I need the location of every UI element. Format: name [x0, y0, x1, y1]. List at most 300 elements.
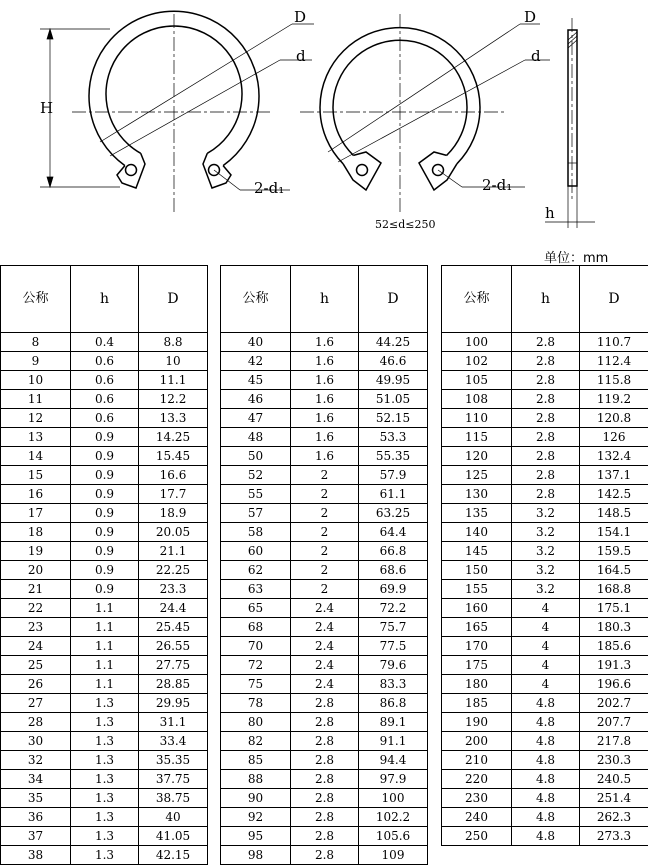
table-cell: 190	[442, 713, 512, 732]
table-cell: 2.4	[291, 637, 359, 656]
table-cell: 95	[221, 827, 291, 846]
retaining-ring-drawing	[0, 0, 648, 245]
column-header: h	[291, 266, 359, 333]
table-row	[221, 751, 428, 770]
table-cell: 27.75	[139, 656, 208, 675]
table-cell: 217.8	[580, 732, 648, 751]
table-cell: 262.3	[580, 808, 648, 827]
column-header: h	[71, 266, 139, 333]
table-row	[1, 599, 208, 618]
table-cell: 57.9	[359, 466, 428, 485]
table-cell: 3.2	[512, 523, 580, 542]
table-cell: 79.6	[359, 656, 428, 675]
table-cell: 68.6	[359, 561, 428, 580]
table-cell: 110	[442, 409, 512, 428]
table-row	[442, 371, 648, 390]
table-cell: 38.75	[139, 789, 208, 808]
table-row	[1, 580, 208, 599]
table-cell: 21	[1, 580, 71, 599]
table-cell: 29.95	[139, 694, 208, 713]
table-cell: 4.8	[512, 713, 580, 732]
table-row	[442, 713, 648, 732]
table-cell: 2.8	[512, 466, 580, 485]
table-row	[442, 637, 648, 656]
table-cell: 98	[221, 846, 291, 865]
column-header: D	[580, 266, 648, 333]
label-range: 52≤d≤250	[375, 218, 436, 231]
table-cell: 240.5	[580, 770, 648, 789]
table-row	[442, 390, 648, 409]
table-cell: 2.8	[291, 694, 359, 713]
table-cell: 2.8	[291, 846, 359, 865]
label-d-ring1: d	[296, 47, 306, 65]
table-cell: 4.8	[512, 827, 580, 846]
table-cell: 191.3	[580, 656, 648, 675]
table-row	[1, 827, 208, 846]
table-cell: 159.5	[580, 542, 648, 561]
table-cell: 2.8	[291, 732, 359, 751]
table-cell: 20.05	[139, 523, 208, 542]
table-row	[442, 599, 648, 618]
table-cell: 19	[1, 542, 71, 561]
table-cell: 42.15	[139, 846, 208, 865]
table-cell: 30	[1, 732, 71, 751]
table-cell: 112.4	[580, 352, 648, 371]
table-cell: 1.1	[71, 656, 139, 675]
table-row	[1, 770, 208, 789]
table-cell: 2.8	[512, 352, 580, 371]
table-cell: 92	[221, 808, 291, 827]
table-cell: 135	[442, 504, 512, 523]
table-row	[442, 580, 648, 599]
table-cell: 46.6	[359, 352, 428, 371]
table-cell: 1.6	[291, 333, 359, 352]
table-cell: 57	[221, 504, 291, 523]
table-cell: 17.7	[139, 485, 208, 504]
table-cell: 82	[221, 732, 291, 751]
table-cell: 145	[442, 542, 512, 561]
label-D-ring2: D	[524, 8, 537, 26]
table-cell: 2.8	[512, 371, 580, 390]
table-cell: 55.35	[359, 447, 428, 466]
table-cell: 4	[512, 656, 580, 675]
table-row	[221, 808, 428, 827]
table-cell: 89.1	[359, 713, 428, 732]
table-cell: 36	[1, 808, 71, 827]
table-row	[221, 333, 428, 352]
table-cell: 108	[442, 390, 512, 409]
table-cell: 52.15	[359, 409, 428, 428]
table-cell: 40	[139, 808, 208, 827]
table-cell: 130	[442, 485, 512, 504]
table-cell: 16	[1, 485, 71, 504]
table-cell: 24.4	[139, 599, 208, 618]
table-row	[1, 713, 208, 732]
table-cell: 28.85	[139, 675, 208, 694]
table-cell: 64.4	[359, 523, 428, 542]
spec-table-1	[0, 265, 208, 865]
table-cell: 15	[1, 466, 71, 485]
table-cell: 0.9	[71, 428, 139, 447]
table-cell: 202.7	[580, 694, 648, 713]
table-cell: 251.4	[580, 789, 648, 808]
header-row	[442, 266, 648, 333]
table-cell: 1.3	[71, 846, 139, 865]
table-cell: 185	[442, 694, 512, 713]
ring1-hole-left	[126, 165, 137, 176]
spec-table-3	[441, 265, 648, 846]
table-cell: 86.8	[359, 694, 428, 713]
table-cell: 4	[512, 599, 580, 618]
table-row	[442, 561, 648, 580]
table-cell: 2.8	[512, 409, 580, 428]
table-row	[442, 409, 648, 428]
table-cell: 14.25	[139, 428, 208, 447]
table-cell: 45	[221, 371, 291, 390]
table-cell: 40	[221, 333, 291, 352]
table-cell: 0.4	[71, 333, 139, 352]
table-cell: 4	[512, 675, 580, 694]
table-cell: 8	[1, 333, 71, 352]
table-cell: 140	[442, 523, 512, 542]
table-cell: 1.6	[291, 409, 359, 428]
table-cell: 2.4	[291, 675, 359, 694]
table-row	[1, 846, 208, 865]
table-cell: 105.6	[359, 827, 428, 846]
table-row	[1, 523, 208, 542]
table-cell: 102.2	[359, 808, 428, 827]
table-cell: 2	[291, 542, 359, 561]
table-cell: 10	[1, 371, 71, 390]
table-cell: 0.9	[71, 466, 139, 485]
table-cell: 1.3	[71, 789, 139, 808]
table-row	[221, 371, 428, 390]
table-row	[221, 694, 428, 713]
table-cell: 164.5	[580, 561, 648, 580]
table-cell: 180	[442, 675, 512, 694]
table-cell: 220	[442, 770, 512, 789]
table-cell: 2	[291, 466, 359, 485]
table-cell: 4	[512, 618, 580, 637]
table-cell: 210	[442, 751, 512, 770]
table-cell: 4.8	[512, 751, 580, 770]
table-cell: 0.9	[71, 523, 139, 542]
table-cell: 41.05	[139, 827, 208, 846]
table-row	[442, 523, 648, 542]
table-cell: 80	[221, 713, 291, 732]
table-cell: 17	[1, 504, 71, 523]
table-cell: 51.05	[359, 390, 428, 409]
header-row	[1, 266, 208, 333]
table-cell: 2.8	[512, 333, 580, 352]
table-cell: 31.1	[139, 713, 208, 732]
unit-label: 单位：mm	[544, 251, 609, 266]
table-cell: 2.8	[291, 808, 359, 827]
table-cell: 120.8	[580, 409, 648, 428]
table-cell: 4.8	[512, 789, 580, 808]
ring2-hole-left	[357, 165, 368, 176]
table-cell: 2.8	[512, 485, 580, 504]
table-row	[221, 580, 428, 599]
table-row	[1, 656, 208, 675]
table-row	[442, 504, 648, 523]
table-cell: 52	[221, 466, 291, 485]
spec-table-2	[220, 265, 428, 865]
table-cell: 1.6	[291, 428, 359, 447]
table-cell: 50	[221, 447, 291, 466]
table-cell: 63.25	[359, 504, 428, 523]
table-cell: 0.6	[71, 371, 139, 390]
table-cell: 100	[442, 333, 512, 352]
table-cell: 0.6	[71, 409, 139, 428]
table-cell: 100	[359, 789, 428, 808]
table-cell: 1.6	[291, 390, 359, 409]
table-row	[1, 447, 208, 466]
table-row	[442, 542, 648, 561]
table-cell: 18.9	[139, 504, 208, 523]
table-row	[221, 466, 428, 485]
table-row	[221, 732, 428, 751]
label-h: h	[545, 204, 555, 222]
table-row	[1, 352, 208, 371]
table-cell: 168.8	[580, 580, 648, 599]
table-cell: 109	[359, 846, 428, 865]
table-cell: 48	[221, 428, 291, 447]
table-cell: 1.3	[71, 751, 139, 770]
table-cell: 11	[1, 390, 71, 409]
table-cell: 35.35	[139, 751, 208, 770]
table-cell: 105	[442, 371, 512, 390]
ring2-lug-right	[419, 152, 457, 190]
table-cell: 1.1	[71, 675, 139, 694]
table-cell: 154.1	[580, 523, 648, 542]
table-row	[442, 732, 648, 751]
table-cell: 34	[1, 770, 71, 789]
table-cell: 44.25	[359, 333, 428, 352]
table-cell: 125	[442, 466, 512, 485]
table-cell: 69.9	[359, 580, 428, 599]
table-cell: 110.7	[580, 333, 648, 352]
table-cell: 273.3	[580, 827, 648, 846]
table-row	[442, 694, 648, 713]
table-cell: 4.8	[512, 770, 580, 789]
table-row	[442, 789, 648, 808]
table-cell: 27	[1, 694, 71, 713]
table-row	[1, 333, 208, 352]
table-cell: 12	[1, 409, 71, 428]
table-cell: 16.6	[139, 466, 208, 485]
table-cell: 22.25	[139, 561, 208, 580]
table-cell: 60	[221, 542, 291, 561]
table-cell: 196.6	[580, 675, 648, 694]
table-cell: 1.1	[71, 618, 139, 637]
table-row	[1, 751, 208, 770]
table-cell: 25	[1, 656, 71, 675]
table-row	[221, 485, 428, 504]
table-cell: 72.2	[359, 599, 428, 618]
table-cell: 75.7	[359, 618, 428, 637]
table-cell: 115	[442, 428, 512, 447]
table-row	[221, 390, 428, 409]
table-cell: 38	[1, 846, 71, 865]
table-row	[442, 333, 648, 352]
table-cell: 132.4	[580, 447, 648, 466]
label-d-ring2: d	[531, 47, 541, 65]
table-cell: 42	[221, 352, 291, 371]
column-header: 公称	[1, 266, 71, 333]
table-cell: 88	[221, 770, 291, 789]
column-header: D	[139, 266, 208, 333]
column-header: D	[359, 266, 428, 333]
label-H: H	[40, 99, 54, 117]
table-cell: 61.1	[359, 485, 428, 504]
table-cell: 63	[221, 580, 291, 599]
table-row	[1, 808, 208, 827]
table-cell: 142.5	[580, 485, 648, 504]
table-cell: 4.8	[512, 694, 580, 713]
table-row	[442, 675, 648, 694]
table-cell: 20	[1, 561, 71, 580]
table-cell: 230	[442, 789, 512, 808]
table-row	[442, 618, 648, 637]
table-cell: 1.3	[71, 732, 139, 751]
table-cell: 1.1	[71, 599, 139, 618]
table-cell: 12.2	[139, 390, 208, 409]
table-row	[221, 523, 428, 542]
table-cell: 23.3	[139, 580, 208, 599]
table-row	[221, 447, 428, 466]
table-cell: 8.8	[139, 333, 208, 352]
table-cell: 94.4	[359, 751, 428, 770]
table-cell: 148.5	[580, 504, 648, 523]
label-D-ring1: D	[294, 8, 307, 26]
table-cell: 150	[442, 561, 512, 580]
table-row	[442, 485, 648, 504]
table-cell: 3.2	[512, 504, 580, 523]
header-row	[221, 266, 428, 333]
table-cell: 97.9	[359, 770, 428, 789]
table-cell: 3.2	[512, 561, 580, 580]
table-cell: 78	[221, 694, 291, 713]
table-cell: 1.6	[291, 352, 359, 371]
table-cell: 0.9	[71, 447, 139, 466]
table-cell: 18	[1, 523, 71, 542]
table-cell: 2.8	[291, 789, 359, 808]
table-cell: 72	[221, 656, 291, 675]
table-cell: 77.5	[359, 637, 428, 656]
table-cell: 2	[291, 485, 359, 504]
table-cell: 47	[221, 409, 291, 428]
label-holes-ring2: 2-d₁	[482, 176, 513, 194]
table-cell: 0.9	[71, 542, 139, 561]
table-cell: 2.4	[291, 618, 359, 637]
table-cell: 120	[442, 447, 512, 466]
table-row	[221, 770, 428, 789]
table-row	[442, 428, 648, 447]
table-cell: 58	[221, 523, 291, 542]
table-cell: 33.4	[139, 732, 208, 751]
table-cell: 70	[221, 637, 291, 656]
table-row	[1, 789, 208, 808]
table-cell: 1.3	[71, 694, 139, 713]
table-row	[442, 770, 648, 789]
table-row	[221, 827, 428, 846]
table-row	[1, 675, 208, 694]
table-row	[221, 618, 428, 637]
table-cell: 4.8	[512, 808, 580, 827]
table-cell: 0.6	[71, 352, 139, 371]
table-cell: 26	[1, 675, 71, 694]
table-cell: 25.45	[139, 618, 208, 637]
table-cell: 75	[221, 675, 291, 694]
table-cell: 9	[1, 352, 71, 371]
table-cell: 119.2	[580, 390, 648, 409]
table-cell: 175.1	[580, 599, 648, 618]
table-cell: 62	[221, 561, 291, 580]
table-row	[1, 732, 208, 751]
table-cell: 3.2	[512, 542, 580, 561]
table-cell: 2.8	[291, 770, 359, 789]
table-row	[1, 428, 208, 447]
table-cell: 24	[1, 637, 71, 656]
table-row	[1, 561, 208, 580]
table-cell: 83.3	[359, 675, 428, 694]
table-cell: 22	[1, 599, 71, 618]
table-cell: 14	[1, 447, 71, 466]
table-cell: 68	[221, 618, 291, 637]
table-cell: 2.8	[291, 827, 359, 846]
table-cell: 0.9	[71, 561, 139, 580]
ring1-lug-left	[117, 153, 145, 188]
table-cell: 1.6	[291, 447, 359, 466]
table-row	[1, 390, 208, 409]
table-row	[221, 599, 428, 618]
table-cell: 4	[512, 637, 580, 656]
table-row	[442, 751, 648, 770]
table-cell: 37.75	[139, 770, 208, 789]
table-cell: 21.1	[139, 542, 208, 561]
table-cell: 23	[1, 618, 71, 637]
table-row	[1, 504, 208, 523]
table-cell: 230.3	[580, 751, 648, 770]
table-row	[1, 409, 208, 428]
table-row	[221, 637, 428, 656]
table-cell: 2	[291, 523, 359, 542]
table-cell: 165	[442, 618, 512, 637]
table-cell: 46	[221, 390, 291, 409]
table-cell: 155	[442, 580, 512, 599]
table-cell: 11.1	[139, 371, 208, 390]
ring1-lug-right	[203, 153, 231, 188]
ring2-lug-left	[343, 152, 381, 190]
table-row	[221, 789, 428, 808]
table-row	[442, 827, 648, 846]
table-cell: 0.9	[71, 504, 139, 523]
table-cell: 66.8	[359, 542, 428, 561]
table-cell: 2.8	[291, 751, 359, 770]
table-cell: 10	[139, 352, 208, 371]
table-cell: 55	[221, 485, 291, 504]
table-cell: 200	[442, 732, 512, 751]
table-row	[221, 656, 428, 675]
table-cell: 0.9	[71, 485, 139, 504]
table-cell: 35	[1, 789, 71, 808]
table-cell: 1.3	[71, 770, 139, 789]
table-cell: 115.8	[580, 371, 648, 390]
table-row	[1, 485, 208, 504]
table-cell: 1.3	[71, 827, 139, 846]
table-row	[1, 637, 208, 656]
